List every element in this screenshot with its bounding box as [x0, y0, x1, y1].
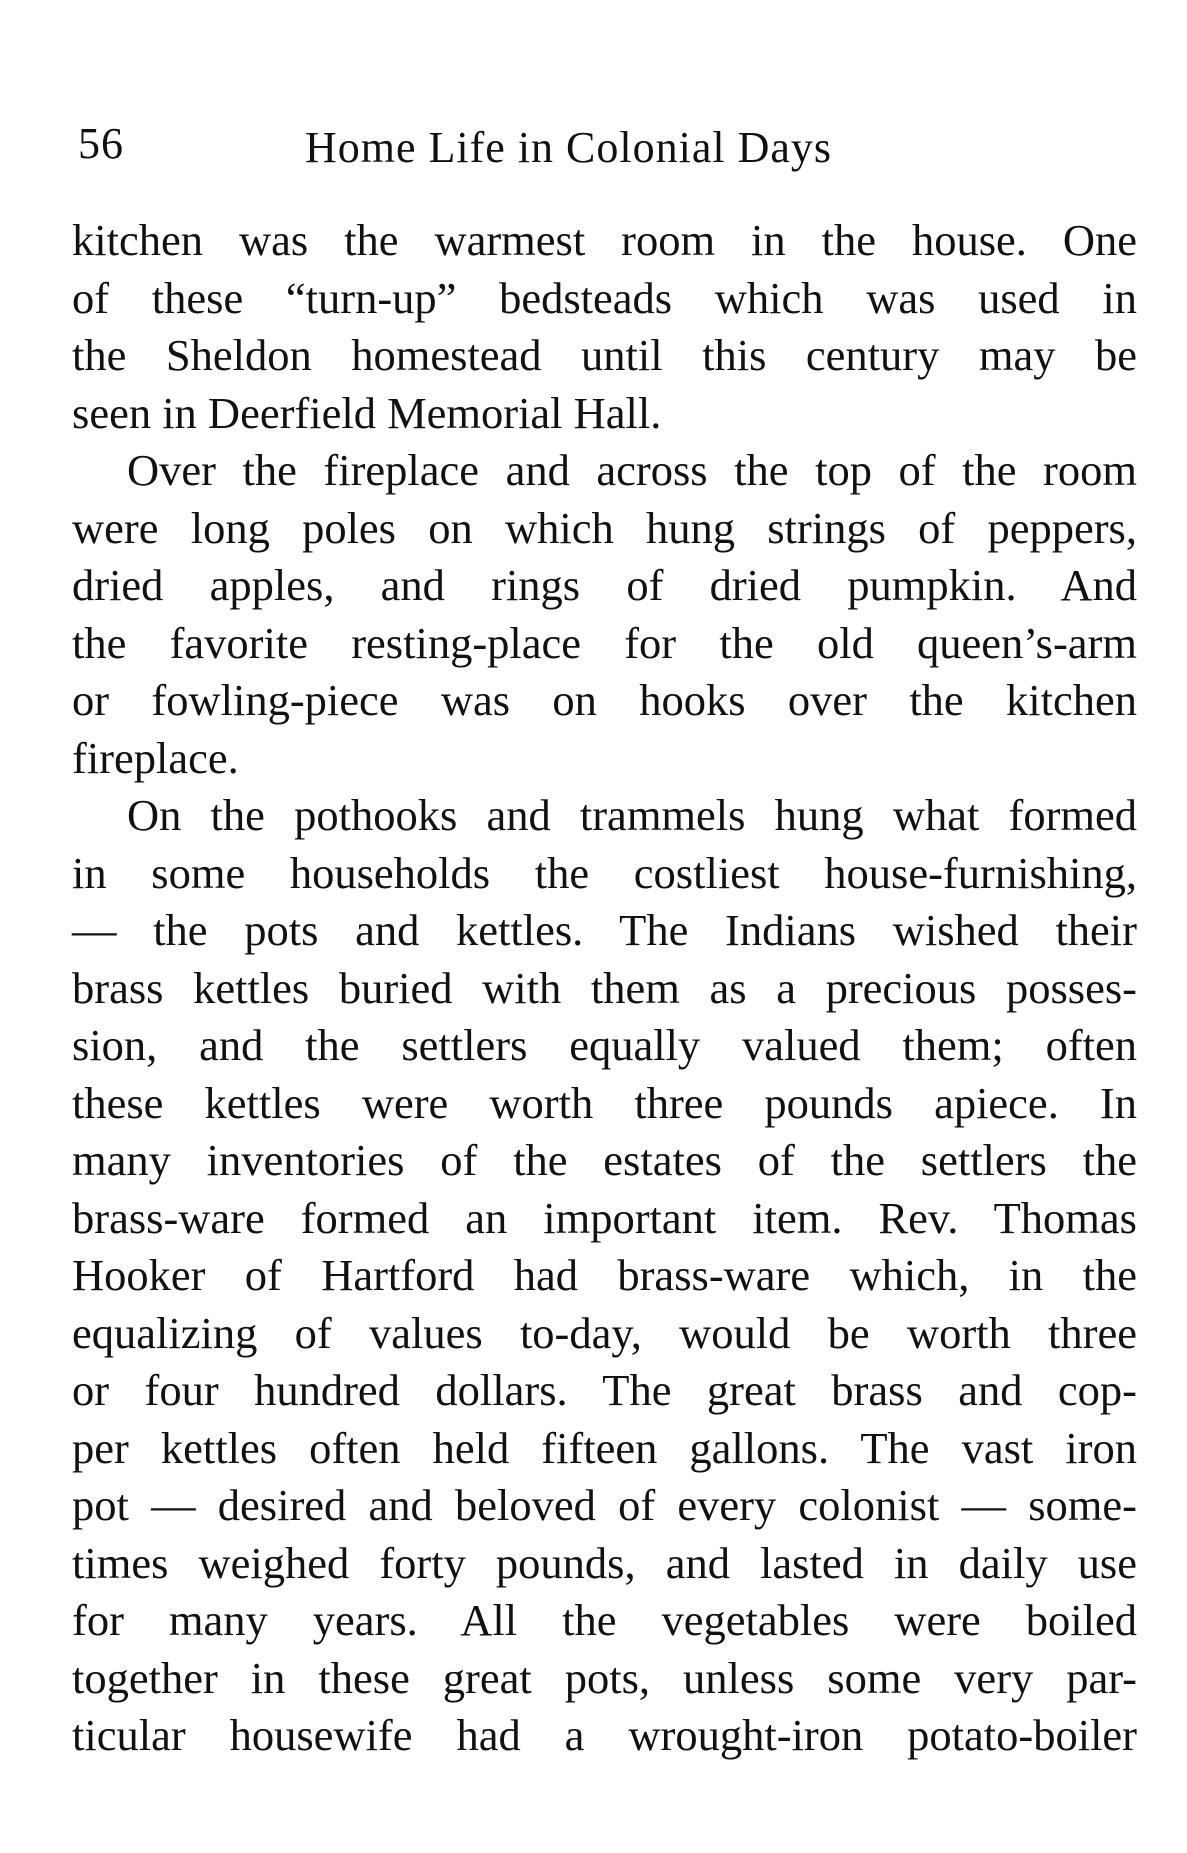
text-line: or four hundred dollars. The great brass and cop-	[72, 1365, 1137, 1415]
text-line: the favorite resting-place for the old queen’s-arm	[72, 617, 1137, 668]
paragraph	[72, 442, 1137, 787]
text-line: sion, and the settlers equally valued them; often	[72, 1020, 1137, 1070]
text-line: the Sheldon homestead until this century may be	[72, 330, 1137, 380]
text-line: together in these great pots, unless some very par-	[72, 1652, 1137, 1703]
body-text	[72, 212, 1137, 1765]
text-line: seen in Deerfield Memorial Hall.	[72, 387, 662, 438]
text-line: equalizing of values to-day, would be worth three	[72, 1307, 1137, 1358]
text-line: were long poles on which hung strings of peppers,	[72, 502, 1137, 553]
text-line: brass-ware formed an important item. Rev. Thomas	[72, 1192, 1137, 1243]
text-line: per kettles often held fifteen gallons. The vast iron	[72, 1422, 1137, 1473]
text-line: ticular housewife had a wrought-iron potato-boiler	[72, 1710, 1137, 1760]
text-line: dried apples, and rings of dried pumpkin. And	[72, 560, 1137, 610]
text-line: or fowling-piece was on hooks over the kitchen	[72, 675, 1137, 725]
text-line: many inventories of the estates of the settlers the	[72, 1135, 1137, 1185]
running-title: Home Life in Colonial Days	[305, 123, 833, 172]
page-header	[78, 118, 938, 178]
text-line: times weighed forty pounds, and lasted in daily use	[72, 1537, 1137, 1588]
text-line: for many years. All the vegetables were boiled	[72, 1595, 1137, 1645]
text-line: kitchen was the warmest room in the house. One	[72, 215, 1137, 265]
text-line: pot — desired and beloved of every colonist — some-	[72, 1480, 1137, 1530]
text-line: brass kettles buried with them as a precious posses-	[72, 962, 1137, 1013]
text-line: Over the fireplace and across the top of the room	[127, 445, 1137, 495]
text-line: Hooker of Hartford had brass-ware which, in the	[72, 1250, 1137, 1300]
page-number: 56	[78, 119, 124, 168]
text-line: fireplace.	[72, 732, 239, 783]
text-line: these kettles were worth three pounds apiece. In	[72, 1077, 1137, 1128]
paragraph	[72, 787, 1137, 1765]
text-line: of these “turn-up” bedsteads which was used in	[72, 272, 1137, 323]
paragraph	[72, 212, 1137, 442]
text-line: On the pothooks and trammels hung what formed	[127, 790, 1137, 840]
text-line: in some households the costliest house-furnishing,	[72, 847, 1137, 898]
text-line: — the pots and kettles. The Indians wished their	[72, 905, 1137, 955]
